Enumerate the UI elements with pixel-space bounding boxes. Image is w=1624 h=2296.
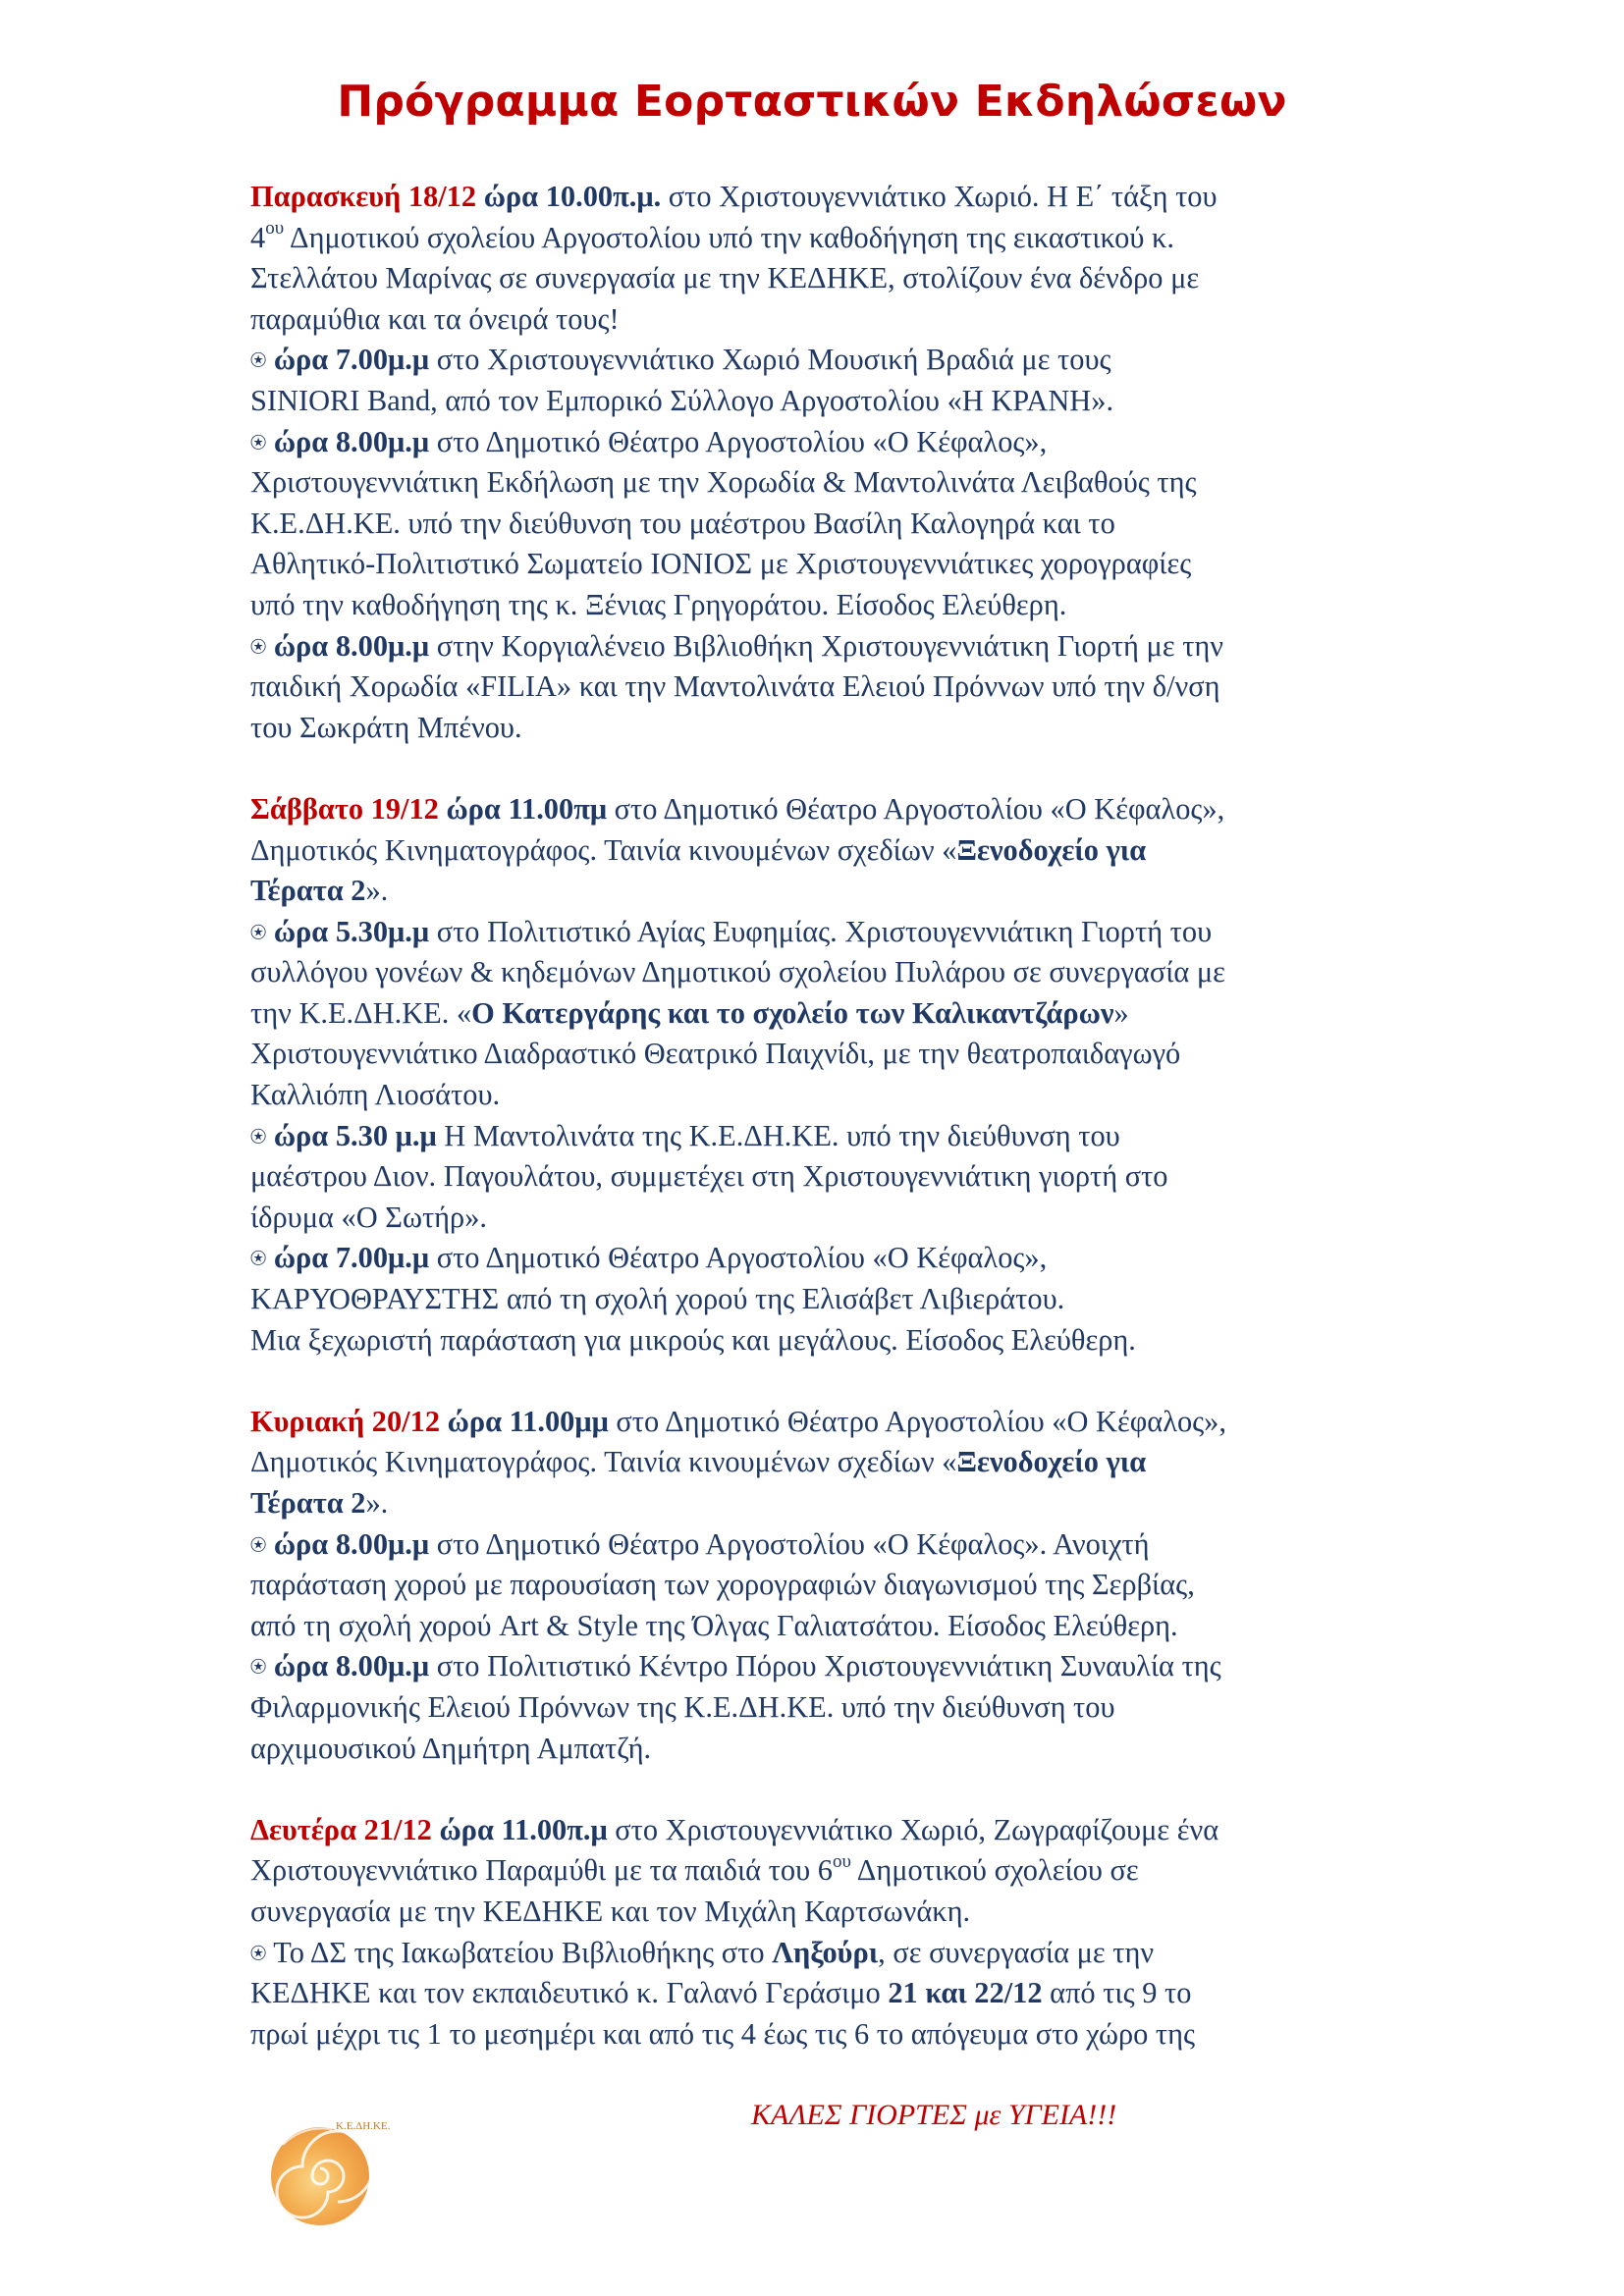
event-text: ». <box>365 1486 389 1520</box>
event-text: στο Δημοτικό Θέατρο Αργοστολίου «Ο Κέφαλος», <box>607 791 1225 826</box>
movie-title: Τέρατα 2 <box>250 874 366 908</box>
bullet-star-icon: ⍟ <box>250 346 267 377</box>
event-text: στο Πολιτιστικό Κέντρο Πόρου Χριστουγεννιάτικη Συναυλία της <box>429 1649 1221 1683</box>
text-line <box>250 1973 1468 2014</box>
event-time: ώρα 5.30μ.μ <box>273 914 430 948</box>
text-line <box>250 422 1468 463</box>
day-label: Σάββατο 19/12 <box>250 791 439 826</box>
event-text: , σε συνεργασία με την <box>878 1935 1155 1969</box>
event-text: την Κ.Ε.ΔΗ.ΚΕ. « <box>250 995 472 1030</box>
text-line <box>250 789 1468 830</box>
event-text: στο Πολιτιστικό Αγίας Ευφημίας. Χριστουγεννιάτικη Γιορτή του <box>429 914 1213 948</box>
event-text: Δημοτικός Κινηματογράφος. Ταινία κινουμένων σχεδίων « <box>250 832 957 867</box>
event-time: ώρα 11.00π.μ <box>439 1812 608 1846</box>
bullet-star-icon: ⍟ <box>250 1121 267 1152</box>
event-text: πρωί μέχρι τις 1 το μεσημέρι και από τις 4 έως τις 6 το απόγευμα στο χώρο της <box>250 2016 1196 2051</box>
movie-title: Ξενοδοχείο για <box>956 1445 1147 1479</box>
event-text: παραμύθια και τα όνειρά τους! <box>250 301 620 336</box>
event-text: Φιλαρμονικής Ελειού Πρόννων της Κ.Ε.ΔΗ.ΚΕ. υπό την διεύθυνση του <box>250 1689 1115 1724</box>
page-title: Πρόγραμμα Εορταστικών Εκδηλώσεων <box>337 77 1287 127</box>
event-text: Χριστουγεννιάτικη Εκδήλωση με την Χορωδία & Μαντολινάτα Λειβαθούς της <box>250 465 1197 500</box>
place-name: Ληξούρι <box>772 1935 879 1969</box>
event-text: συνεργασία με την ΚΕΔΗΚΕ και τον Μιχάλη Καρτσωνάκη. <box>250 1894 971 1928</box>
event-text: στο Χριστουγεννιάτικο Χωριό, Ζωγραφίζουμε ένα <box>607 1812 1219 1846</box>
text-line <box>250 626 1468 667</box>
event-text: στο Χριστουγεννιάτικο Χωριό. Η Ε΄ τάξη του <box>661 180 1218 213</box>
bullet-star-icon: ⍟ <box>250 1938 267 1969</box>
event-text: μαέστρου Διον. Παγουλάτου, συμμετέχει στη Χριστουγεννιάτικη γιορτή στο <box>250 1159 1168 1194</box>
event-text: παιδική Χορωδία «FILIA» και την Μαντολινάτα Ελειού Πρόννων υπό την δ/νση <box>250 669 1220 704</box>
day-label: Κυριακή 20/12 <box>250 1404 441 1438</box>
event-text: στο Δημοτικό Θέατρο Αργοστολίου «Ο Κέφαλος», <box>429 424 1048 458</box>
text-line <box>250 830 1468 872</box>
kedike-logo <box>263 2106 391 2233</box>
event-text: παράσταση χορού με παρουσίαση των χορογραφιών διαγωνισμού της Σερβίας, <box>250 1568 1195 1602</box>
text-line <box>250 1483 1468 1524</box>
day-label: Δευτέρα 21/12 <box>250 1812 432 1846</box>
event-text: συλλόγου γονέων & κηδεμόνων Δημοτικού σχολείου Πυλάρου σε συνεργασία με <box>250 955 1225 989</box>
text-line <box>250 1810 1468 1851</box>
day-section-saturday <box>250 789 1468 1361</box>
day-section-sunday <box>250 1402 1468 1769</box>
event-text: Χριστουγεννιάτικο Παραμύθι με τα παιδιά του 6 <box>250 1853 833 1888</box>
event-time: ώρα 5.30 μ.μ <box>273 1118 437 1152</box>
event-text: από τις 9 το <box>1042 1976 1192 2010</box>
event-text: στην Κοργιαλένειο Βιβλιοθήκη Χριστουγεννιάτικη Γιορτή με την <box>429 628 1224 663</box>
event-time: ώρα 11.00μμ <box>447 1404 609 1438</box>
event-text: Η Μαντολινάτα της Κ.Ε.ΔΗ.ΚΕ. υπό την διεύθυνση του <box>436 1118 1120 1152</box>
event-text: του Σωκράτη Μπένου. <box>250 710 522 744</box>
logo-text: Κ.Ε.ΔΗ.ΚΕ. <box>336 2120 391 2132</box>
event-text: ίδρυμα «Ο Σωτήρ». <box>250 1200 488 1234</box>
event-time: ώρα 10.00π.μ. <box>483 180 662 213</box>
day-section-monday <box>250 1810 1468 2056</box>
event-text: Καλλιόπη Λιοσάτου. <box>250 1078 501 1112</box>
event-time: ώρα 8.00μ.μ <box>273 628 430 663</box>
superscript: ου <box>832 1851 851 1873</box>
bullet-star-icon: ⍟ <box>250 1652 267 1683</box>
event-text: Κ.Ε.ΔΗ.ΚΕ. υπό την διεύθυνση του μαέστρου Βασίλη Καλογηρά και το <box>250 506 1115 540</box>
text-line <box>250 871 1468 912</box>
text-line <box>250 1933 1468 1974</box>
event-text: στο Δημοτικό Θέατρο Αργοστολίου «Ο Κέφαλος», <box>429 1241 1048 1275</box>
event-text: στο Δημοτικό Θέατρο Αργοστολίου «Ο Κέφαλος», <box>608 1404 1226 1438</box>
text-line <box>250 1524 1468 1566</box>
event-text: Στελλάτου Μαρίνας σε συνεργασία με την ΚΕΔΗΚΕ, στολίζουν ένα δένδρο με <box>250 261 1200 295</box>
event-time: ώρα 8.00μ.μ <box>273 424 430 458</box>
event-text: Δημοτικός Κινηματογράφος. Ταινία κινουμένων σχεδίων « <box>250 1445 957 1479</box>
event-text: στο Χριστουγεννιάτικο Χωριό Μουσική Βραδιά με τους <box>429 343 1111 377</box>
text-line <box>250 218 1468 259</box>
text-line <box>250 1442 1468 1483</box>
event-text: στο Δημοτικό Θέατρο Αργοστολίου «Ο Κέφαλος». Ανοιχτή <box>429 1526 1150 1561</box>
day-section-friday <box>250 177 1468 748</box>
event-text: ΚΕΔΗΚΕ και τον εκπαιδευτικό κ. Γαλανό Γεράσιμο <box>250 1976 889 2010</box>
event-text: » <box>1113 995 1129 1030</box>
movie-title: Ξενοδοχείο για <box>956 832 1147 867</box>
day-label: Παρασκευή 18/12 <box>250 180 477 213</box>
event-time: ώρα 11.00πμ <box>446 791 608 826</box>
text-line <box>250 1238 1468 1279</box>
holiday-wish: ΚΑΛΕΣ ΓΙΟΡΤΕΣ με ΥΓΕΙΑ!!! <box>751 2099 1117 2131</box>
event-time: ώρα 8.00μ.μ <box>273 1526 430 1561</box>
event-text: Το ΔΣ της Ιακωβατείου Βιβλιοθήκης στο <box>266 1935 773 1969</box>
event-text: Αθλητικό-Πολιτιστικό Σωματείο ΙΟΝΙΟΣ με Χριστουγεννιάτικες χορογραφίες <box>250 547 1192 581</box>
event-text: Χριστουγεννιάτικο Διαδραστικό Θεατρικό Παιχνίδι, με την θεατροπαιδαγωγό <box>250 1037 1181 1071</box>
event-text: υπό την καθοδήγηση της κ. Ξένιας Γρηγοράτου. Είσοδος Ελεύθερη. <box>250 587 1067 621</box>
event-text: αρχιμουσικού Δημήτρη Αμπατζή. <box>250 1731 652 1765</box>
text-line <box>250 177 1468 218</box>
text-line <box>250 1646 1468 1687</box>
event-text: 4 <box>250 220 266 254</box>
event-time: ώρα 7.00μ.μ <box>273 1241 430 1275</box>
movie-title: Τέρατα 2 <box>250 1486 366 1520</box>
event-time: ώρα 7.00μ.μ <box>273 343 430 377</box>
event-time: ώρα 8.00μ.μ <box>273 1649 430 1683</box>
text-line <box>250 1850 1468 1892</box>
text-line <box>250 1116 1468 1157</box>
event-text: Δημοτικού σχολείου σε <box>850 1853 1139 1888</box>
text-line <box>250 912 1468 953</box>
event-text: SINIORI Band, από τον Εμπορικό Σύλλογο Αργοστολίου «Η ΚΡΑΝΗ». <box>250 383 1114 417</box>
bullet-star-icon: ⍟ <box>250 1529 267 1561</box>
play-title: Ο Κατεργάρης και το σχολείο των Καλικαντζάρων <box>471 995 1114 1030</box>
event-text: ». <box>365 874 389 908</box>
superscript: ου <box>265 218 285 240</box>
bullet-star-icon: ⍟ <box>250 631 267 663</box>
bullet-star-icon: ⍟ <box>250 1244 267 1275</box>
event-dates: 21 και 22/12 <box>888 1976 1043 2010</box>
bullet-star-icon: ⍟ <box>250 917 267 948</box>
event-text: ΚΑΡΥΟΘΡΑΥΣΤΗΣ από τη σχολή χορού της Ελισάβετ Λιβιεράτου. <box>250 1282 1065 1316</box>
text-line <box>250 1402 1468 1443</box>
text-line <box>250 340 1468 381</box>
bullet-star-icon: ⍟ <box>250 427 267 458</box>
event-text: Μια ξεχωριστή παράσταση για μικρούς και μεγάλους. Είσοδος Ελεύθερη. <box>250 1322 1136 1357</box>
event-text: από τη σχολή χορού Art & Style της Όλγας Γαλιατσάτου. Είσοδος Ελεύθερη. <box>250 1608 1178 1642</box>
text-line <box>250 993 1468 1035</box>
events-content <box>250 177 1468 2096</box>
event-text: Δημοτικού σχολείου Αργοστολίου υπό την καθοδήγηση της εικαστικού κ. <box>284 220 1174 254</box>
